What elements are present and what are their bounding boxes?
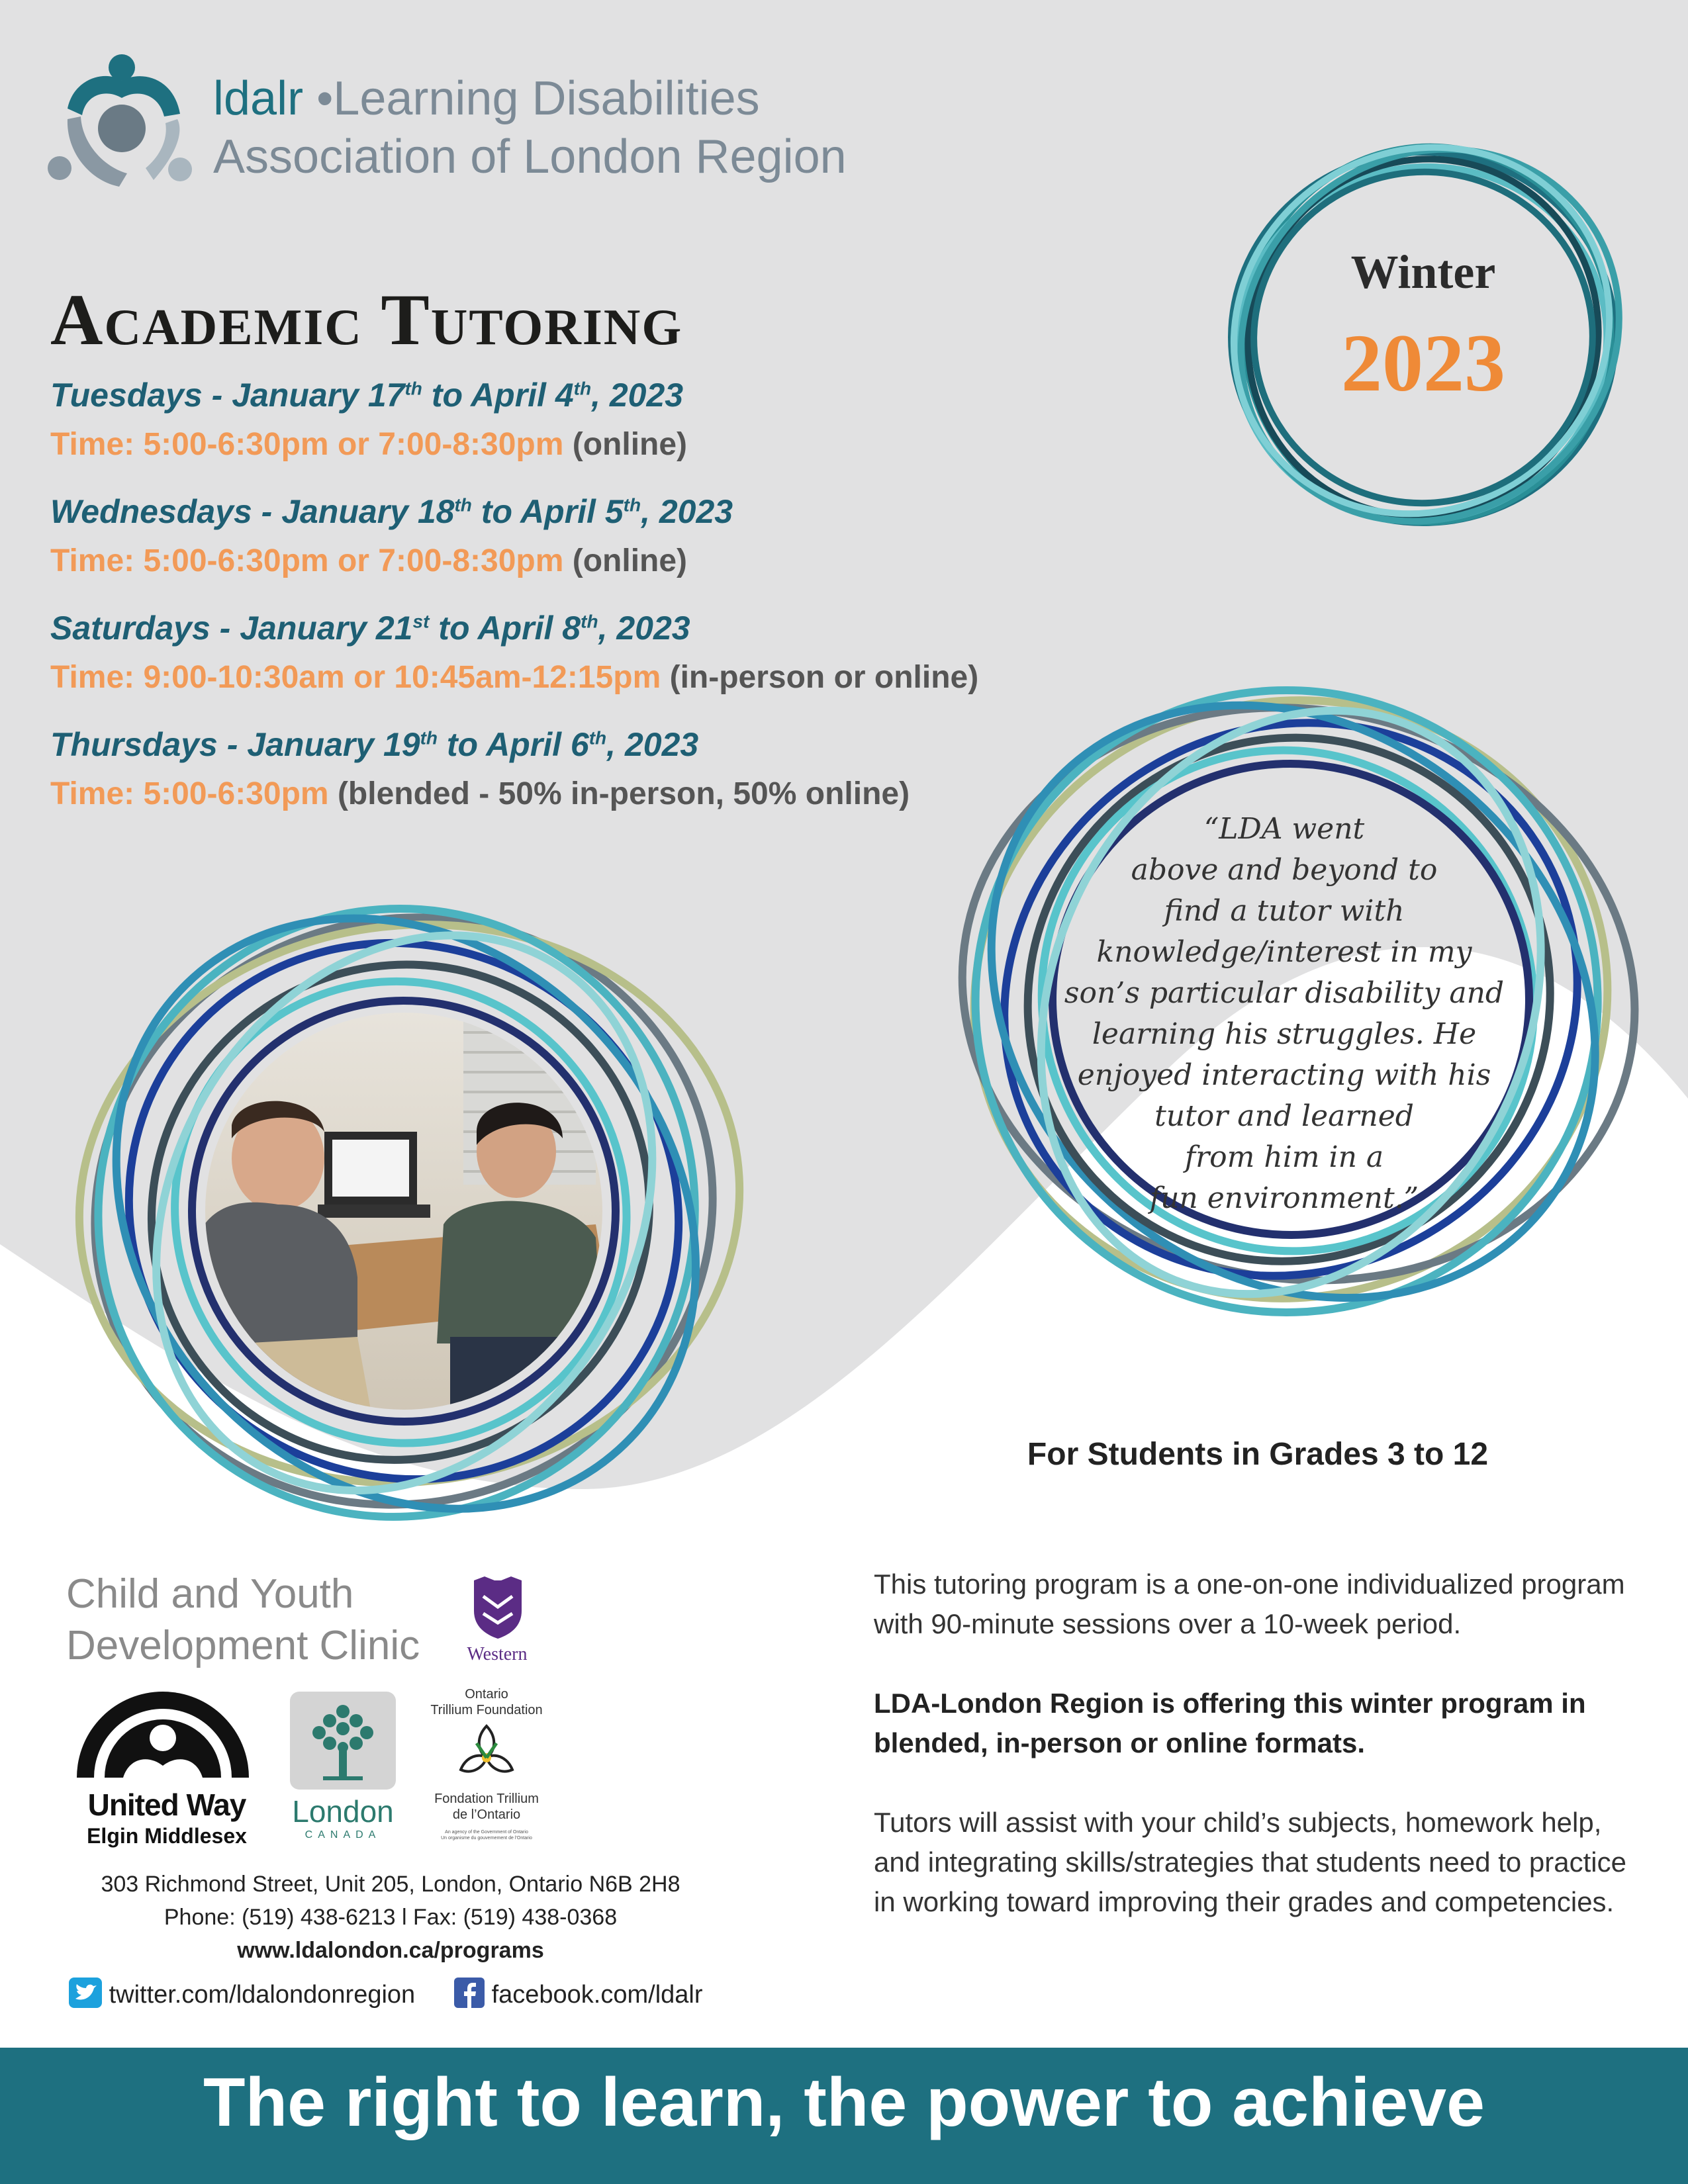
trillium-logo-icon: [457, 1723, 516, 1787]
schedule-wednesdays: [50, 492, 1109, 579]
otf-agency-note: An agency of the Government of Ontario Un organisme du gouvernement de l’Ontario: [441, 1830, 532, 1841]
united-way-region: Elgin Middlesex: [87, 1824, 247, 1848]
otf-label-english: Ontario Trillium Foundation: [430, 1687, 543, 1717]
description-paragraph-3: Tutors will assist with your child’s subjects, homework help, and integrating skills/strategies that students need to practice in working toward improving their grades and competencies.: [874, 1807, 1626, 1917]
otf-label-french: Fondation Trillium de l’Ontario: [434, 1792, 539, 1822]
schedule-day: Thursdays - January 19th to April 6th, 2023: [50, 726, 699, 763]
facebook-link[interactable]: facebook.com/ldalr: [454, 1978, 703, 2009]
western-logo-text: Western: [467, 1644, 528, 1664]
page-title: Academic Tutoring: [50, 279, 683, 360]
testimonial-quote: “LDA went above and beyond to find a tutor with knowledge/interest in my son’s particular disability and learning his struggles. He enjoyed interacting with his tutor and learned from him in a fun environment.”: [1064, 812, 1505, 1215]
schedule-time: Time: 5:00-6:30pm or 7:00-8:30pm (online): [50, 427, 688, 462]
footer-slogan: The right to learn, the power to achieve: [203, 2064, 1485, 2141]
description-paragraph-2: LDA-London Region is offering this winter program in blended, in-person or online formats.: [874, 1688, 1586, 1758]
schedule-day: Wednesdays - January 18th to April 5th, 2023: [50, 493, 733, 530]
western-crest-icon: [471, 1576, 524, 1640]
london-country: CANADA: [305, 1829, 381, 1841]
schedule-time: Time: 5:00-6:30pm (blended - 50% in-person, 50% online): [50, 776, 910, 811]
ldalr-logo-icon: [48, 50, 193, 189]
phone-fax: Phone: (519) 438-6213 l Fax: (519) 438-0368: [164, 1905, 618, 1930]
schedule-tuesdays: [50, 376, 1109, 463]
twitter-icon: [69, 1978, 102, 2008]
schedule-time: Time: 5:00-6:30pm or 7:00-8:30pm (online): [50, 543, 688, 578]
tutoring-photo-circle: [40, 880, 768, 1535]
united-way-name: United Way: [87, 1788, 246, 1822]
year-label: 2023: [1341, 318, 1505, 408]
schedule-time: Time: 9:00-10:30am or 10:45am-12:15pm (in-person or online): [50, 660, 979, 695]
cydc-logo-text: Child and Youth Development Clinic: [66, 1571, 420, 1668]
twitter-link[interactable]: twitter.com/ldalondonregion: [69, 1978, 415, 2009]
season-label: Winter: [1350, 246, 1496, 298]
website-link[interactable]: www.ldalondon.ca/programs: [237, 1938, 544, 1963]
schedule-day: Tuesdays - January 17th to April 4th, 2023: [50, 377, 684, 414]
london-name: London: [292, 1794, 394, 1829]
london-tree-logo-icon: [290, 1692, 396, 1790]
org-name-line2: Association of London Region: [213, 130, 847, 183]
grades-heading: For Students in Grades 3 to 12: [1027, 1437, 1489, 1472]
schedule-day: Saturdays - January 21st to April 8th, 2023: [50, 610, 690, 647]
facebook-icon: [454, 1978, 485, 2008]
address: 303 Richmond Street, Unit 205, London, Ontario N6B 2H8: [101, 1872, 680, 1897]
org-name-line1: ldalr •Learning Disabilities: [213, 72, 760, 125]
description-paragraph-1: This tutoring program is a one-on-one individualized program with 90-minute sessions over a 10-week period.: [874, 1569, 1625, 1639]
united-way-logo-icon: [64, 1692, 262, 1784]
